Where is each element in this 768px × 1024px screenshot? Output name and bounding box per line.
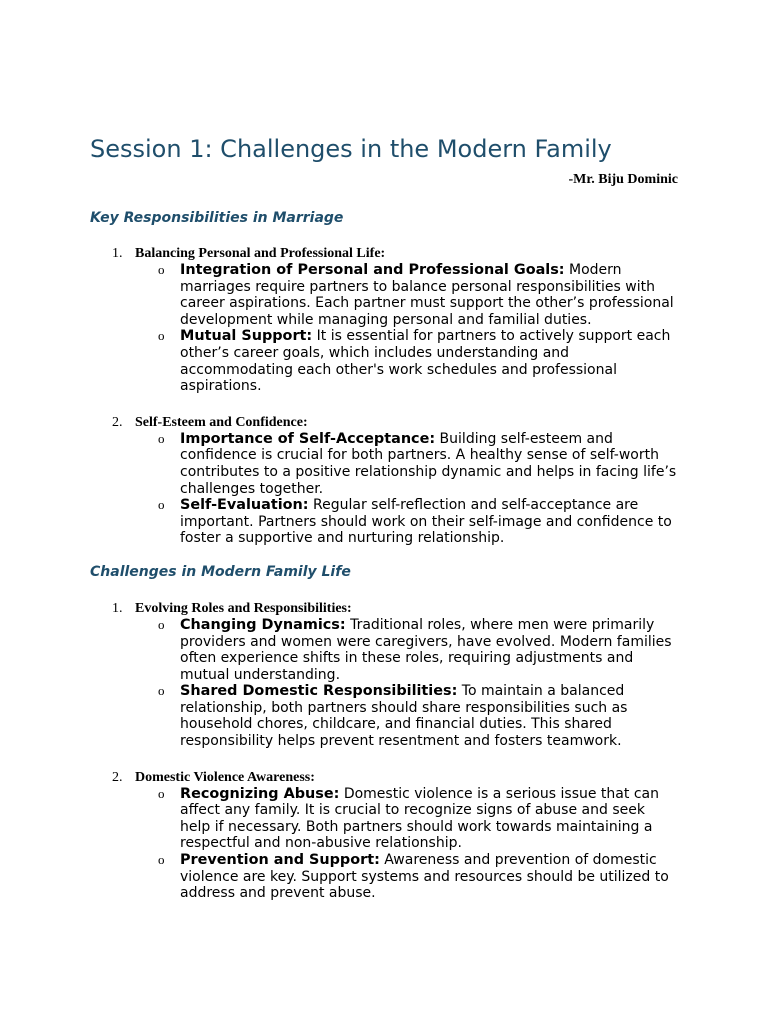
author-line: -Mr. Biju Dominic xyxy=(568,172,678,187)
topic-number: 2. xyxy=(112,414,123,430)
bullet-marker: o xyxy=(158,262,165,277)
item-text: It is essential for partners to actively support each other’s career goals, which includes understanding and accommodating each other's work schedules and professional aspirations. xyxy=(180,328,671,395)
item-term: Recognizing Abuse: xyxy=(180,785,340,802)
item-text: Traditional roles, where men were primarily providers and women were caregivers, have evolved. Modern families often experience shifts in these roles, requiring adjustments and mutual understanding. xyxy=(180,616,672,683)
list-item xyxy=(90,431,678,497)
topic-heading xyxy=(90,600,678,617)
document-page xyxy=(90,132,678,902)
section-modern-family-challenges xyxy=(90,562,678,902)
topic-list xyxy=(90,245,678,547)
topic-number: 1. xyxy=(112,600,123,616)
topic-heading xyxy=(90,414,678,431)
topic-item xyxy=(90,600,678,750)
item-term: Prevention and Support: xyxy=(180,852,380,869)
bullet-marker: o xyxy=(158,852,165,868)
section-heading: Challenges in Modern Family Life xyxy=(90,563,351,580)
item-text: Domestic violence is a serious issue that can affect any family. It is crucial to recognize signs of abuse and seek help if necessary. Both partners should work towards maintaining a respectful and non-abusive relationship. xyxy=(180,785,659,852)
bullet-marker: o xyxy=(158,430,165,446)
topic-title: Balancing Personal and Professional Life: xyxy=(135,246,386,261)
topic-item xyxy=(90,769,678,902)
list-item xyxy=(90,786,678,852)
item-text: Modern marriages require partners to balance personal responsibilities with career aspirations. Each partner must support the other’s professional development while managing personal and familial duties. xyxy=(180,262,674,328)
item-term: Integration of Personal and Professional Goals: xyxy=(180,262,565,278)
list-item xyxy=(90,617,678,683)
section-key-responsibilities xyxy=(90,208,678,547)
list-item xyxy=(90,262,678,328)
item-term: Changing Dynamics: xyxy=(180,616,346,633)
sub-list xyxy=(90,431,678,547)
topic-number: 1. xyxy=(112,246,123,261)
topic-number: 2. xyxy=(112,769,123,785)
topic-title: Domestic Violence Awareness: xyxy=(135,769,315,785)
page-title: Session 1: Challenges in the Modern Family xyxy=(90,135,612,163)
list-item xyxy=(90,683,678,749)
list-item xyxy=(90,852,678,902)
topic-list xyxy=(90,600,678,902)
topic-title: Evolving Roles and Responsibilities: xyxy=(135,600,352,616)
item-term: Importance of Self-Acceptance: xyxy=(180,430,436,447)
list-item xyxy=(90,328,678,394)
item-text: Regular self-reflection and self-acceptance are important. Partners should work on their self-image and confidence to foster a supportive and nurturing relationship. xyxy=(180,497,672,547)
bullet-marker: o xyxy=(158,497,165,513)
bullet-marker: o xyxy=(158,328,165,344)
topic-heading xyxy=(90,769,678,786)
bullet-marker: o xyxy=(158,683,165,699)
item-term: Shared Domestic Responsibilities: xyxy=(180,683,458,700)
item-text: Awareness and prevention of domestic violence are key. Support systems and resources should be utilized to address and prevent abuse. xyxy=(180,852,669,902)
bullet-marker: o xyxy=(158,785,165,801)
item-text: Building self-esteem and confidence is crucial for both partners. A healthy sense of self-worth contributes to a positive relationship dynamic and helps in facing life’s challenges together. xyxy=(180,430,677,497)
topic-item xyxy=(90,245,678,395)
sub-list xyxy=(90,786,678,902)
topic-title: Self-Esteem and Confidence: xyxy=(135,414,308,430)
section-heading: Key Responsibilities in Marriage xyxy=(90,210,344,226)
item-term: Mutual Support: xyxy=(180,328,313,345)
item-text: To maintain a balanced relationship, both partners should share responsibilities such as household chores, childcare, and financial duties. This shared responsibility helps prevent resentment and fosters teamwork. xyxy=(180,683,628,750)
sub-list xyxy=(90,617,678,750)
topic-heading xyxy=(90,245,678,262)
topic-item xyxy=(90,414,678,547)
item-term: Self-Evaluation: xyxy=(180,497,309,514)
bullet-marker: o xyxy=(158,616,165,632)
sub-list xyxy=(90,262,678,395)
list-item xyxy=(90,497,678,547)
